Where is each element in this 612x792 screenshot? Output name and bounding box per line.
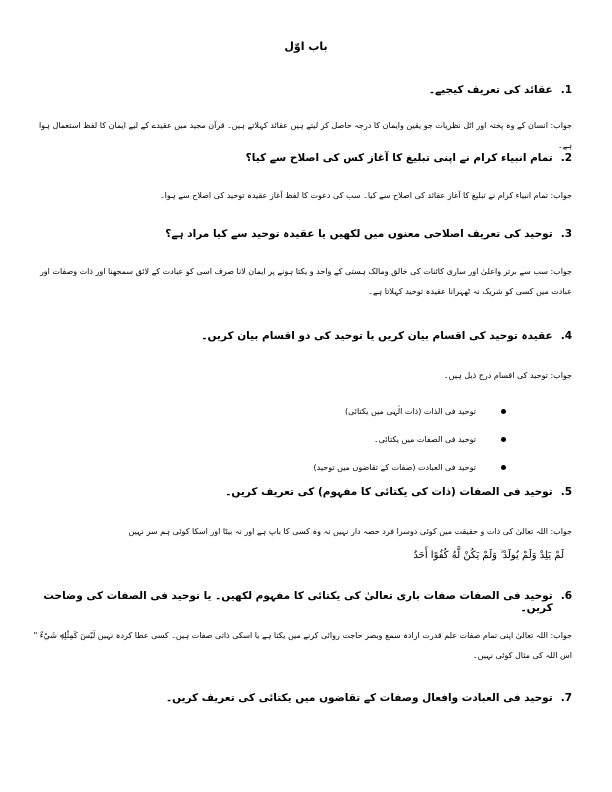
- question-text: عقیدہ توحید کی اقسام بیان کریں یا توحید کی دو اقسام بیان کریں۔: [201, 330, 553, 342]
- question-text: توحید کی تعریف اصلاحی معنوں میں لکھیں یا عقیدہ توحید سے کیا مراد ہے؟: [165, 228, 553, 240]
- question-number: .1: [560, 84, 572, 96]
- question-number: .6: [560, 590, 572, 602]
- question-text: توحید فی الصفات صفات باری تعالیٰ کی یکتائی کا مفہوم لکھیں۔ یا توحید فی الصفات کی وضاحت کریں۔: [43, 590, 553, 614]
- question-number: .3: [560, 228, 572, 240]
- question-text: توحید فی العبادت وافعال وصفات کے تقاضوں میں یکتائی کی تعریف کریں۔: [165, 692, 553, 704]
- tawheed-types-list: [72, 402, 572, 486]
- question-number: .2: [560, 152, 572, 164]
- question-2: [32, 152, 572, 164]
- question-3: [32, 228, 572, 240]
- question-1: [32, 84, 572, 96]
- question-number: .7: [560, 692, 572, 704]
- question-6: [32, 590, 572, 614]
- list-item: توحید فی الصفات میں یکتائی۔: [72, 430, 572, 458]
- question-number: .5: [560, 486, 572, 498]
- answer-3: جواب: سب سے برتر واعلیٰ اور ساری کائنات کی خالق ومالک ہستی کے واحد و یکتا ہونے پر ایمان لانا صرف اسی کو عبادت کے لائق سمجھنا اور ذات وصفات اور عبادت میں کسی کو شریک نہ ٹھہرانا عقیدہ توحید کہلاتا ہے۔: [39, 267, 572, 296]
- question-text: توحید فی الصفات (ذات کی یکتائی کا مفہوم) کی تعریف کریں۔: [225, 486, 553, 498]
- answer-2: جواب: تمام انبیاء کرام نے تبلیغ کا آغاز عقائد کی اصلاح سے کیا۔ سب کی دعوت کا لفظ آغاز عقیدہ توحید کی اصلاح سے ہوا۔: [159, 191, 572, 200]
- question-7: [32, 692, 572, 704]
- question-5: [32, 486, 572, 498]
- list-item: توحید فی العبادت (صفات کے تقاضوں میں توحید): [72, 458, 572, 486]
- quran-verse: لَمْ يَلِدْ وَلَمْ يُولَدْ ۙ وَلَمْ يَكُنْ لَّهُ كُفُوًا أَحَدٌ: [413, 550, 564, 561]
- question-number: .4: [560, 330, 572, 342]
- answer-1: جواب: انسان کے وہ پختہ اور اٹل نظریات جو یقین وایمان کا درجہ حاصل کر لیتے ہیں عقائد کہلاتے ہیں۔ قرآن مجید میں عقیدے کے لیے ایمان کا لفظ استعمال ہوا ہے۔: [38, 121, 572, 150]
- question-4: [32, 330, 572, 342]
- answer-5: جواب: اللہ تعالیٰ کی ذات و حقیقت میں کوئی دوسرا فرد حصہ دار نہیں نہ وہ کسی کا باپ ہے اور نہ بیٹا اور اسکا کوئی ہم سر نہیں: [128, 527, 572, 536]
- list-item: توحید فی الذات (ذات الٰہی میں یکتائی): [72, 402, 572, 430]
- question-text: عقائد کی تعریف کیجیے۔: [428, 84, 553, 96]
- answer-4: جواب: توحید کی اقسام درج ذیل ہیں۔: [443, 371, 572, 380]
- chapter-title: باب اوّل: [284, 40, 328, 53]
- answer-6: جواب: اللہ تعالیٰ اپنی تمام صفات علم قدرت ارادہ سمع وبصر حاجت روائی کرنے میں یکتا ہے یا اسکی ذاتی صفات ہیں۔ کسی عطا کردہ نہیں لَيْسَ كَمِثْلِهٖ شَيْءٌ " اس اللہ کی مثال کوئی نہیں۔: [33, 631, 572, 660]
- question-text: تمام انبیاء کرام نے اپنی تبلیغ کا آغاز کس کی اصلاح سے کیا؟: [245, 152, 553, 164]
